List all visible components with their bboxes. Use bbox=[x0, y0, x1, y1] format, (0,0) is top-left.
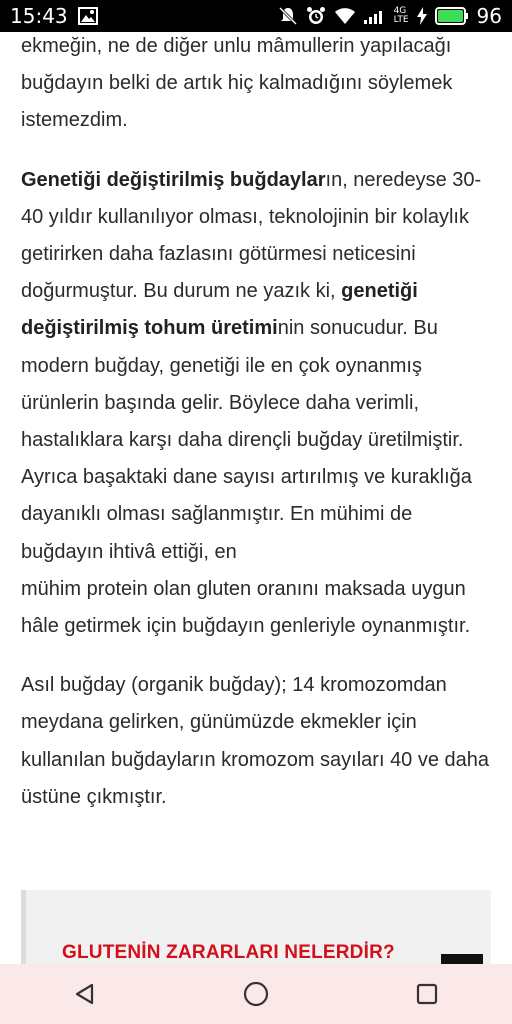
paragraph-intro-text: ekmeğin, ne de diğer unlu mâmullerin yapılacağı buğdayın belki de artık hiç kalmadığını söylemek istemezdim. bbox=[21, 35, 453, 132]
paragraph-intro bbox=[21, 32, 491, 140]
back-triangle-icon bbox=[73, 982, 97, 1006]
paragraph-chromosome-text: Asıl buğday (organik buğday); 14 kromozomdan meydana gelirken, günümüzde ekmekler için kullanılan buğdayların kromozom sayıları 40 ve daha üstüne çıkmıştır. bbox=[21, 674, 490, 808]
recents-square-icon bbox=[415, 982, 439, 1006]
system-navigation-bar bbox=[0, 964, 512, 1024]
related-callout-box[interactable] bbox=[21, 890, 491, 964]
status-bar bbox=[0, 0, 512, 32]
article-body bbox=[21, 32, 491, 838]
battery-level: 96 bbox=[476, 4, 502, 28]
battery-icon bbox=[435, 7, 469, 25]
do-not-disturb-off-icon bbox=[278, 6, 298, 26]
bold-gmo-wheat: Genetiği değiştirilmiş buğdaylar bbox=[21, 168, 326, 191]
paragraph-chromosome bbox=[21, 667, 491, 816]
network-type-label bbox=[394, 7, 409, 25]
paragraph-gmo bbox=[21, 162, 491, 646]
recents-button[interactable] bbox=[397, 964, 457, 1024]
paragraph-gmo-text-3: mühim protein olan gluten oranını maksada uygun hâle getirmek için buğdayın genleriyle oynanmıştır. bbox=[21, 577, 471, 638]
home-button[interactable] bbox=[226, 964, 286, 1024]
network-subtype: LTE bbox=[393, 15, 409, 25]
callout-title-link[interactable]: GLUTENİN ZARARLARI NELERDİR? bbox=[62, 942, 395, 963]
alarm-icon bbox=[306, 6, 326, 26]
status-time: 15:43 bbox=[10, 4, 68, 28]
paragraph-gmo-text-1: ın, neredeyse 30-40 yıldır kullanılıyor olması, teknolojinin bir kolaylık getirirken daha fazlasını götürmesi neticesini doğurmuştur. Bu durum ne yazık ki, bbox=[21, 168, 482, 303]
home-circle-icon bbox=[243, 981, 269, 1007]
page-content[interactable] bbox=[0, 32, 512, 964]
network-type: 4G bbox=[393, 6, 407, 16]
image-notification-icon bbox=[78, 7, 98, 25]
wifi-icon bbox=[334, 7, 356, 25]
scroll-to-top-button[interactable] bbox=[441, 954, 483, 964]
signal-icon bbox=[364, 8, 386, 24]
bold-gmo-seed: genetiği değiştirilmiş tohum üretimi bbox=[21, 280, 418, 340]
charging-icon bbox=[417, 7, 427, 25]
paragraph-gmo-text-2: nin sonucudur. Bu modern buğday, genetiği ile en çok oynanmış ürünlerin başında gelir. Böylece daha verimli, hastalıklara karşı daha dirençli buğday üretilmiştir. Ayrıca başaktaki dane sayısı artırılmış ve kuraklığa dayanıklı olması sağlanmıştır. En mühimi de buğdayın ihtivâ ettiği, en bbox=[21, 317, 472, 563]
back-button[interactable] bbox=[55, 964, 115, 1024]
